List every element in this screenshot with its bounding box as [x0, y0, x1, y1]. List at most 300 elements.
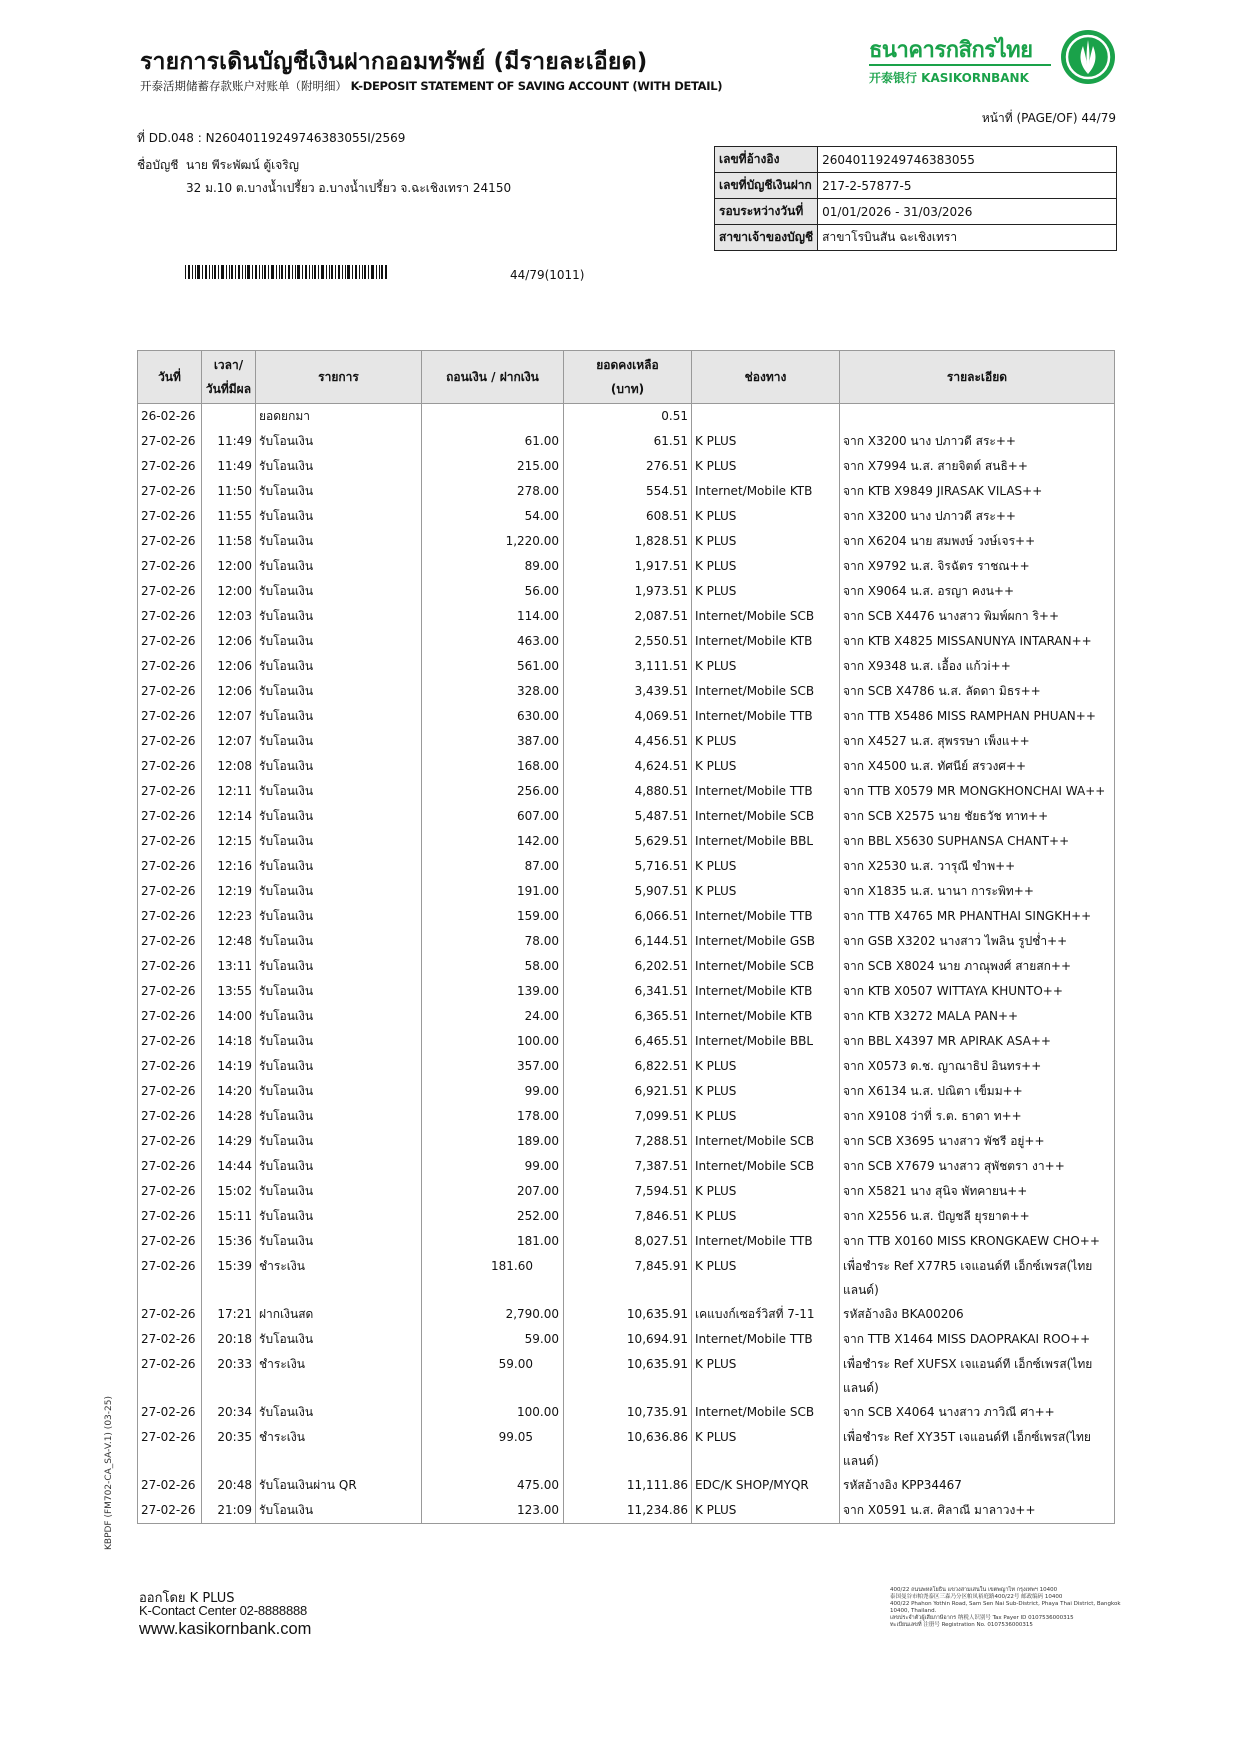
cell-description: รับโอนเงิน	[256, 1054, 422, 1079]
cell-balance: 10,694.91	[564, 1327, 692, 1352]
cell-date: 27-02-26	[138, 1400, 202, 1425]
cell-amount	[422, 954, 564, 979]
table-row	[138, 979, 1115, 1004]
cell-balance: 11,111.86	[564, 1473, 692, 1498]
table-header-row	[138, 351, 1115, 404]
cell-details: จาก KTB X0507 WITTAYA KHUNTO++	[840, 979, 1115, 1004]
cell-time: 12:48	[202, 929, 256, 954]
cell-details: จาก X3200 นาง ปภาวดี สระ++	[840, 504, 1115, 529]
cell-details: จาก X1835 น.ส. นานา การะพิท++	[840, 879, 1115, 904]
cell-channel: K PLUS	[692, 1425, 840, 1473]
header-date: วันที่	[138, 351, 202, 404]
cell-date: 27-02-26	[138, 1029, 202, 1054]
table-row	[138, 829, 1115, 854]
form-code: KBPDF (FM702-CA_SA-V.1) (03-25)	[104, 1396, 114, 1550]
cell-details: จาก X4527 น.ส. สุพรรษา เพ็งแ++	[840, 729, 1115, 754]
deposit-amount: 123.00	[517, 1503, 559, 1517]
cell-channel: K PLUS	[692, 1179, 840, 1204]
cell-amount	[422, 1473, 564, 1498]
cell-channel: K PLUS	[692, 1054, 840, 1079]
kbank-rice-logo-icon	[1061, 30, 1115, 84]
page-value: 44/79	[1081, 111, 1116, 125]
deposit-amount: 191.00	[517, 884, 559, 898]
contact-center: K-Contact Center 02-8888888	[139, 1603, 308, 1618]
cell-description: รับโอนเงิน	[256, 1229, 422, 1254]
table-row	[138, 1029, 1115, 1054]
cell-details: รหัสอ้างอิง KPP34467	[840, 1473, 1115, 1498]
cell-balance: 10,636.86	[564, 1425, 692, 1473]
cell-balance: 554.51	[564, 479, 692, 504]
cell-time: 12:23	[202, 904, 256, 929]
deposit-amount: 99.00	[524, 1159, 559, 1173]
cell-channel: K PLUS	[692, 754, 840, 779]
cell-channel: K PLUS	[692, 504, 840, 529]
cell-date: 27-02-26	[138, 779, 202, 804]
cell-description: ชำระเงิน	[256, 1254, 422, 1302]
cell-balance: 276.51	[564, 454, 692, 479]
cell-details: จาก SCB X3695 นางสาว พัชรี อยู่++	[840, 1129, 1115, 1154]
account-name-line	[137, 156, 299, 175]
cell-details: จาก X5821 นาง สุนิจ พัทคายน++	[840, 1179, 1115, 1204]
cell-channel: EDC/K SHOP/MYQR	[692, 1473, 840, 1498]
deposit-amount: 387.00	[517, 734, 559, 748]
cell-details: จาก X2556 น.ส. ปัญชลี ยุรยาต++	[840, 1204, 1115, 1229]
cell-details: จาก SCB X7679 นางสาว สุพัชตรา งา++	[840, 1154, 1115, 1179]
cell-channel: Internet/Mobile KTB	[692, 1004, 840, 1029]
cell-channel	[692, 404, 840, 430]
cell-details: จาก KTB X3272 MALA PAN++	[840, 1004, 1115, 1029]
cell-details: จาก SCB X4476 นางสาว พิมพ์ผกา ริ++	[840, 604, 1115, 629]
withdrawal-amount: 99.05	[498, 1430, 533, 1444]
cell-time: 20:33	[202, 1352, 256, 1400]
cell-amount	[422, 1425, 564, 1473]
table-row	[138, 429, 1115, 454]
barcode-number: 44/79(1011)	[510, 268, 585, 282]
cell-channel: Internet/Mobile KTB	[692, 479, 840, 504]
cell-date: 27-02-26	[138, 1327, 202, 1352]
cell-channel: Internet/Mobile SCB	[692, 954, 840, 979]
cell-amount	[422, 529, 564, 554]
cell-time: 12:14	[202, 804, 256, 829]
header-details: รายละเอียด	[840, 351, 1115, 404]
cell-time: 11:58	[202, 529, 256, 554]
cell-description: รับโอนเงิน	[256, 929, 422, 954]
address-line: 泰国曼谷市帕尧泰区三森乃分区帕凤裕庭路400/22号 邮政编码 10400	[890, 1594, 1063, 1600]
table-row	[138, 404, 1115, 430]
cell-channel: Internet/Mobile TTB	[692, 704, 840, 729]
cell-balance: 2,550.51	[564, 629, 692, 654]
cell-balance: 1,828.51	[564, 529, 692, 554]
cell-time: 12:08	[202, 754, 256, 779]
deposit-amount: 58.00	[524, 959, 559, 973]
cell-balance: 61.51	[564, 429, 692, 454]
cell-date: 27-02-26	[138, 1154, 202, 1179]
deposit-amount: 328.00	[517, 684, 559, 698]
cell-time	[202, 404, 256, 430]
cell-date: 27-02-26	[138, 704, 202, 729]
deposit-amount: 24.00	[524, 1009, 559, 1023]
cell-description: รับโอนเงิน	[256, 804, 422, 829]
cell-channel: K PLUS	[692, 1204, 840, 1229]
info-label: เลขที่อ้างอิง	[715, 147, 818, 173]
deposit-amount: 607.00	[517, 809, 559, 823]
cell-date: 27-02-26	[138, 504, 202, 529]
cell-description: รับโอนเงิน	[256, 1129, 422, 1154]
cell-time: 15:36	[202, 1229, 256, 1254]
cell-amount	[422, 1498, 564, 1524]
cell-details: จาก BBL X4397 MR APIRAK ASA++	[840, 1029, 1115, 1054]
header-amount: ถอนเงิน / ฝากเงิน	[422, 351, 564, 404]
cell-channel: K PLUS	[692, 1352, 840, 1400]
cell-balance: 7,387.51	[564, 1154, 692, 1179]
table-row	[138, 479, 1115, 504]
cell-description: รับโอนเงิน	[256, 854, 422, 879]
cell-description: รับโอนเงิน	[256, 1154, 422, 1179]
cell-details: จาก TTB X1464 MISS DAOPRAKAI ROO++	[840, 1327, 1115, 1352]
cell-channel: Internet/Mobile KTB	[692, 979, 840, 1004]
table-row	[138, 1129, 1115, 1154]
cell-time: 15:02	[202, 1179, 256, 1204]
cell-date: 27-02-26	[138, 829, 202, 854]
table-row	[138, 679, 1115, 704]
cell-description: รับโอนเงิน	[256, 1498, 422, 1524]
cell-time: 12:19	[202, 879, 256, 904]
deposit-amount: 61.00	[524, 434, 559, 448]
cell-date: 27-02-26	[138, 1473, 202, 1498]
cell-amount	[422, 1229, 564, 1254]
deposit-amount: 561.00	[517, 659, 559, 673]
cell-balance: 2,087.51	[564, 604, 692, 629]
cell-details: จาก SCB X4786 น.ส. ลัดดา มิธร++	[840, 679, 1115, 704]
cell-details: จาก KTB X4825 MISSANUNYA INTARAN++	[840, 629, 1115, 654]
cell-time: 20:34	[202, 1400, 256, 1425]
info-value: 01/01/2026 - 31/03/2026	[818, 199, 1117, 225]
cell-channel: Internet/Mobile BBL	[692, 1029, 840, 1054]
cell-time: 13:55	[202, 979, 256, 1004]
bank-address-block	[890, 1587, 1140, 1629]
deposit-amount: 2,790.00	[505, 1307, 559, 1321]
cell-details: จาก TTB X5486 MISS RAMPHAN PHUAN++	[840, 704, 1115, 729]
info-label: รอบระหว่างวันที่	[715, 199, 818, 225]
cell-amount	[422, 654, 564, 679]
table-row	[138, 1204, 1115, 1229]
cell-balance: 7,846.51	[564, 1204, 692, 1229]
statement-title-en: K-DEPOSIT STATEMENT OF SAVING ACCOUNT (WITH DETAIL)	[350, 79, 723, 93]
cell-date: 27-02-26	[138, 1179, 202, 1204]
deposit-amount: 87.00	[524, 859, 559, 873]
cell-amount	[422, 1254, 564, 1302]
cell-amount	[422, 1302, 564, 1327]
deposit-amount: 207.00	[517, 1184, 559, 1198]
table-row	[138, 504, 1115, 529]
cell-date: 27-02-26	[138, 954, 202, 979]
table-row	[138, 1425, 1115, 1473]
cell-time: 12:06	[202, 679, 256, 704]
cell-channel: K PLUS	[692, 454, 840, 479]
cell-time: 11:49	[202, 429, 256, 454]
deposit-amount: 168.00	[517, 759, 559, 773]
statement-title-sub	[140, 78, 722, 94]
table-row	[138, 729, 1115, 754]
cell-date: 27-02-26	[138, 454, 202, 479]
barcode-icon	[185, 265, 387, 279]
cell-description: รับโอนเงิน	[256, 1204, 422, 1229]
cell-amount	[422, 479, 564, 504]
cell-description: รับโอนเงิน	[256, 729, 422, 754]
cell-date: 26-02-26	[138, 404, 202, 430]
cell-description: ชำระเงิน	[256, 1425, 422, 1473]
cell-time: 14:19	[202, 1054, 256, 1079]
table-row	[138, 954, 1115, 979]
cell-details: จาก X0573 ด.ช. ญาณาธิป อินทร++	[840, 1054, 1115, 1079]
cell-time: 14:00	[202, 1004, 256, 1029]
table-row	[138, 1154, 1115, 1179]
page-indicator	[982, 109, 1116, 128]
cell-time: 12:07	[202, 729, 256, 754]
cell-channel: Internet/Mobile TTB	[692, 1229, 840, 1254]
cell-amount	[422, 1179, 564, 1204]
cell-amount	[422, 704, 564, 729]
table-row	[138, 804, 1115, 829]
cell-channel: K PLUS	[692, 429, 840, 454]
cell-channel: Internet/Mobile KTB	[692, 629, 840, 654]
deposit-amount: 89.00	[524, 559, 559, 573]
cell-details: จาก X3200 นาง ปภาวดี สระ++	[840, 429, 1115, 454]
cell-balance: 6,465.51	[564, 1029, 692, 1054]
cell-balance: 6,365.51	[564, 1004, 692, 1029]
cell-balance: 7,099.51	[564, 1104, 692, 1129]
cell-date: 27-02-26	[138, 629, 202, 654]
cell-date: 27-02-26	[138, 1229, 202, 1254]
cell-time: 11:50	[202, 479, 256, 504]
deposit-amount: 159.00	[517, 909, 559, 923]
table-row	[138, 1400, 1115, 1425]
table-row	[138, 1473, 1115, 1498]
cell-amount	[422, 554, 564, 579]
cell-details: จาก BBL X5630 SUPHANSA CHANT++	[840, 829, 1115, 854]
cell-balance: 7,845.91	[564, 1254, 692, 1302]
statement-title-th: รายการเดินบัญชีเงินฝากออมทรัพย์ (มีรายละเอียด)	[140, 49, 648, 75]
cell-details: จาก X6134 น.ส. ปณิตา เข็มม++	[840, 1079, 1115, 1104]
deposit-amount: 181.00	[517, 1234, 559, 1248]
cell-time: 15:39	[202, 1254, 256, 1302]
info-row-period	[715, 199, 1117, 225]
cell-date: 27-02-26	[138, 554, 202, 579]
table-row	[138, 854, 1115, 879]
cell-date: 27-02-26	[138, 1352, 202, 1400]
cell-channel: K PLUS	[692, 1104, 840, 1129]
cell-description: รับโอนเงิน	[256, 629, 422, 654]
deposit-amount: 99.00	[524, 1084, 559, 1098]
cell-details: เพื่อชำระ Ref X77R5 เจแอนด์ที เอ็กซ์เพรส(ไทยแลนด์)	[840, 1254, 1115, 1302]
deposit-amount: 178.00	[517, 1109, 559, 1123]
cell-description: รับโอนเงิน	[256, 954, 422, 979]
cell-date: 27-02-26	[138, 1104, 202, 1129]
cell-date: 27-02-26	[138, 754, 202, 779]
table-row	[138, 1179, 1115, 1204]
cell-channel: K PLUS	[692, 1079, 840, 1104]
cell-time: 13:11	[202, 954, 256, 979]
info-label: เลขที่บัญชีเงินฝาก	[715, 173, 818, 199]
cell-time: 12:00	[202, 579, 256, 604]
deposit-amount: 252.00	[517, 1209, 559, 1223]
cell-channel: K PLUS	[692, 579, 840, 604]
bank-website-link[interactable]: www.kasikornbank.com	[139, 1620, 312, 1638]
cell-balance: 6,822.51	[564, 1054, 692, 1079]
cell-date: 27-02-26	[138, 1129, 202, 1154]
cell-time: 11:55	[202, 504, 256, 529]
cell-channel: Internet/Mobile BBL	[692, 829, 840, 854]
barcode	[185, 265, 387, 279]
cell-time: 12:06	[202, 629, 256, 654]
cell-date: 27-02-26	[138, 854, 202, 879]
cell-amount	[422, 404, 564, 430]
cell-date: 27-02-26	[138, 1054, 202, 1079]
deposit-amount: 189.00	[517, 1134, 559, 1148]
cell-balance: 10,635.91	[564, 1352, 692, 1400]
cell-amount	[422, 1004, 564, 1029]
cell-details	[840, 404, 1115, 430]
cell-balance: 6,202.51	[564, 954, 692, 979]
cell-description: รับโอนเงิน	[256, 604, 422, 629]
account-address: 32 ม.10 ต.บางน้ำเปรี้ยว อ.บางน้ำเปรี้ยว จ.ฉะเชิงเทรา 24150	[186, 181, 512, 195]
cell-time: 12:03	[202, 604, 256, 629]
cell-details: จาก GSB X3202 นางสาว ไพลิน รูปช่ำ++	[840, 929, 1115, 954]
cell-time: 14:18	[202, 1029, 256, 1054]
cell-date: 27-02-26	[138, 579, 202, 604]
cell-date: 27-02-26	[138, 1204, 202, 1229]
cell-channel: K PLUS	[692, 529, 840, 554]
cell-balance: 6,921.51	[564, 1079, 692, 1104]
cell-time: 12:07	[202, 704, 256, 729]
info-value: 217-2-57877-5	[818, 173, 1117, 199]
cell-channel: K PLUS	[692, 879, 840, 904]
deposit-amount: 78.00	[524, 934, 559, 948]
deposit-amount: 256.00	[517, 784, 559, 798]
cell-date: 27-02-26	[138, 679, 202, 704]
info-label: สาขาเจ้าของบัญชี	[715, 225, 818, 251]
header-time: เวลา/ วันที่มีผล	[202, 351, 256, 404]
cell-description: รับโอนเงิน	[256, 654, 422, 679]
cell-amount	[422, 754, 564, 779]
table-row	[138, 629, 1115, 654]
cell-amount	[422, 979, 564, 1004]
cell-balance: 4,456.51	[564, 729, 692, 754]
cell-time: 11:49	[202, 454, 256, 479]
deposit-amount: 54.00	[524, 509, 559, 523]
account-name-label: ชื่อบัญชี	[137, 158, 179, 172]
cell-channel: Internet/Mobile TTB	[692, 904, 840, 929]
table-row	[138, 1104, 1115, 1129]
cell-amount	[422, 579, 564, 604]
info-row-account-number	[715, 173, 1117, 199]
cell-details: จาก X9792 น.ส. จิรฉัตร ราชณ++	[840, 554, 1115, 579]
cell-details: เพื่อชำระ Ref XUFSX เจแอนด์ที เอ็กซ์เพรส(ไทยแลนด์)	[840, 1352, 1115, 1400]
cell-date: 27-02-26	[138, 729, 202, 754]
cell-description: รับโอนเงิน	[256, 1029, 422, 1054]
cell-amount	[422, 854, 564, 879]
cell-balance: 10,635.91	[564, 1302, 692, 1327]
table-row	[138, 1254, 1115, 1302]
table-row	[138, 654, 1115, 679]
cell-date: 27-02-26	[138, 979, 202, 1004]
cell-channel: Internet/Mobile SCB	[692, 604, 840, 629]
cell-description: รับโอนเงิน	[256, 704, 422, 729]
cell-channel: Internet/Mobile SCB	[692, 1129, 840, 1154]
address-line: เลขประจำตัวผู้เสียภาษีอากร 纳税人识别号 Tax Payer ID 0107536000315	[890, 1615, 1074, 1621]
cell-balance: 1,973.51	[564, 579, 692, 604]
cell-description: รับโอนเงิน	[256, 904, 422, 929]
statement-title-cn: 开泰活期储蓄存款账户对账单（附明细）	[140, 79, 347, 93]
table-row	[138, 704, 1115, 729]
cell-time: 20:48	[202, 1473, 256, 1498]
cell-description: รับโอนเงิน	[256, 454, 422, 479]
cell-time: 14:44	[202, 1154, 256, 1179]
deposit-amount: 630.00	[517, 709, 559, 723]
cell-description: ชำระเงิน	[256, 1352, 422, 1400]
cell-description: รับโอนเงิน	[256, 1104, 422, 1129]
cell-balance: 4,069.51	[564, 704, 692, 729]
table-row	[138, 879, 1115, 904]
table-row	[138, 1054, 1115, 1079]
cell-description: รับโอนเงิน	[256, 1179, 422, 1204]
cell-description: รับโอนเงิน	[256, 1400, 422, 1425]
cell-balance: 7,594.51	[564, 1179, 692, 1204]
cell-details: เพื่อชำระ Ref XY35T เจแอนด์ที เอ็กซ์เพรส(ไทยแลนด์)	[840, 1425, 1115, 1473]
deposit-amount: 114.00	[517, 609, 559, 623]
bank-name-th: ธนาคารกสิกรไทย	[869, 38, 1033, 63]
table-row	[138, 554, 1115, 579]
table-row	[138, 1004, 1115, 1029]
cell-date: 27-02-26	[138, 1004, 202, 1029]
cell-amount	[422, 729, 564, 754]
deposit-amount: 475.00	[517, 1478, 559, 1492]
logo-divider	[869, 64, 1051, 66]
cell-balance: 7,288.51	[564, 1129, 692, 1154]
cell-description: รับโอนเงินผ่าน QR	[256, 1473, 422, 1498]
cell-time: 12:06	[202, 654, 256, 679]
cell-balance: 4,880.51	[564, 779, 692, 804]
info-row-reference	[715, 147, 1117, 173]
cell-details: จาก TTB X0160 MISS KRONGKAEW CHO++	[840, 1229, 1115, 1254]
cell-amount	[422, 679, 564, 704]
cell-channel: เคแบงก์เซอร์วิสที่ 7-11	[692, 1302, 840, 1327]
withdrawal-amount: 59.00	[498, 1357, 533, 1371]
cell-amount	[422, 804, 564, 829]
cell-balance: 4,624.51	[564, 754, 692, 779]
cell-time: 20:18	[202, 1327, 256, 1352]
table-row	[138, 754, 1115, 779]
cell-date: 27-02-26	[138, 879, 202, 904]
page-label: หน้าที่ (PAGE/OF)	[981, 111, 1078, 125]
cell-amount	[422, 1054, 564, 1079]
cell-balance: 6,341.51	[564, 979, 692, 1004]
cell-description: รับโอนเงิน	[256, 479, 422, 504]
withdrawal-amount: 181.60	[491, 1259, 533, 1273]
table-row	[138, 1229, 1115, 1254]
header-balance: ยอดคงเหลือ (บาท)	[564, 351, 692, 404]
cell-date: 27-02-26	[138, 479, 202, 504]
cell-channel: K PLUS	[692, 554, 840, 579]
address-line: ทะเบียนเลขที่ 注册号 Registration No. 0107536000315	[890, 1622, 1033, 1628]
cell-balance: 6,144.51	[564, 929, 692, 954]
cell-amount	[422, 779, 564, 804]
deposit-amount: 357.00	[517, 1059, 559, 1073]
info-value: 26040119249746383055	[818, 147, 1117, 173]
cell-balance: 5,629.51	[564, 829, 692, 854]
cell-channel: Internet/Mobile SCB	[692, 679, 840, 704]
cell-time: 12:15	[202, 829, 256, 854]
